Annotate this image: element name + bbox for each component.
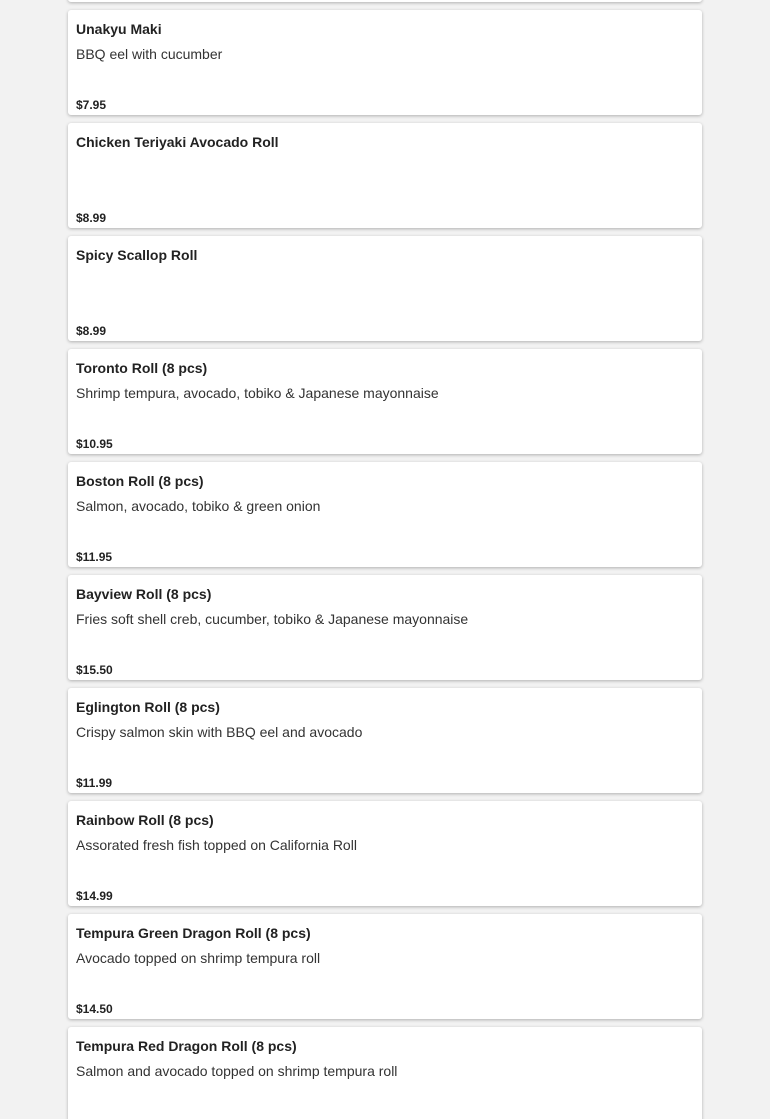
menu-item-description: Avocado topped on shrimp tempura roll bbox=[76, 950, 321, 966]
menu-item-card[interactable] bbox=[68, 462, 702, 567]
menu-item-name: Unakyu Maki bbox=[76, 21, 162, 37]
menu-item-name: Tempura Red Dragon Roll (8 pcs) bbox=[76, 1038, 297, 1054]
menu-item-price: $8.99 bbox=[76, 211, 107, 225]
menu-item-price: $14.50 bbox=[76, 1002, 113, 1016]
menu-item-price: $10.95 bbox=[76, 437, 113, 451]
menu-item-description: Crispy salmon skin with BBQ eel and avocado bbox=[76, 724, 363, 740]
menu-item-price: $11.99 bbox=[76, 776, 113, 790]
menu-item-name: Bayview Roll (8 pcs) bbox=[76, 586, 212, 602]
menu-item-card[interactable] bbox=[68, 10, 702, 115]
menu-item-description: Fries soft shell creb, cucumber, tobiko & Japanese mayonnaise bbox=[76, 611, 469, 627]
menu-item-name: Spicy Scallop Roll bbox=[76, 247, 198, 263]
menu-item-description: BBQ eel with cucumber bbox=[76, 46, 223, 62]
menu-item-card[interactable] bbox=[68, 236, 702, 341]
menu-item-name: Tempura Green Dragon Roll (8 pcs) bbox=[76, 925, 311, 941]
menu-item-description: Salmon, avocado, tobiko & green onion bbox=[76, 498, 321, 514]
menu-item-name: Chicken Teriyaki Avocado Roll bbox=[76, 134, 279, 150]
menu-item-card[interactable] bbox=[68, 575, 702, 680]
menu-item-price: $8.99 bbox=[76, 324, 107, 338]
menu-item-description: Assorated fresh fish topped on California Roll bbox=[76, 837, 357, 853]
menu-item-card[interactable] bbox=[68, 914, 702, 1019]
menu-item-price: $15.50 bbox=[76, 663, 113, 677]
menu-item-list bbox=[68, 0, 702, 1119]
menu-item-card[interactable] bbox=[68, 801, 702, 906]
menu-item-name: Rainbow Roll (8 pcs) bbox=[76, 812, 214, 828]
menu-item-price: $14.99 bbox=[76, 889, 113, 903]
menu-item-price: $7.95 bbox=[76, 98, 107, 112]
menu-item-name: Eglington Roll (8 pcs) bbox=[76, 699, 220, 715]
menu-item-card[interactable] bbox=[68, 688, 702, 793]
menu-item-card[interactable] bbox=[68, 123, 702, 228]
menu-item-card[interactable] bbox=[68, 349, 702, 454]
menu-item-description: Salmon and avocado topped on shrimp tempura roll bbox=[76, 1063, 398, 1079]
menu-item-description: Shrimp tempura, avocado, tobiko & Japanese mayonnaise bbox=[76, 385, 439, 401]
menu-item-price: $11.95 bbox=[76, 550, 113, 564]
menu-item-card[interactable] bbox=[68, 1027, 702, 1119]
menu-item-card[interactable] bbox=[68, 0, 702, 2]
menu-item-name: Toronto Roll (8 pcs) bbox=[76, 360, 208, 376]
menu-item-name: Boston Roll (8 pcs) bbox=[76, 473, 204, 489]
